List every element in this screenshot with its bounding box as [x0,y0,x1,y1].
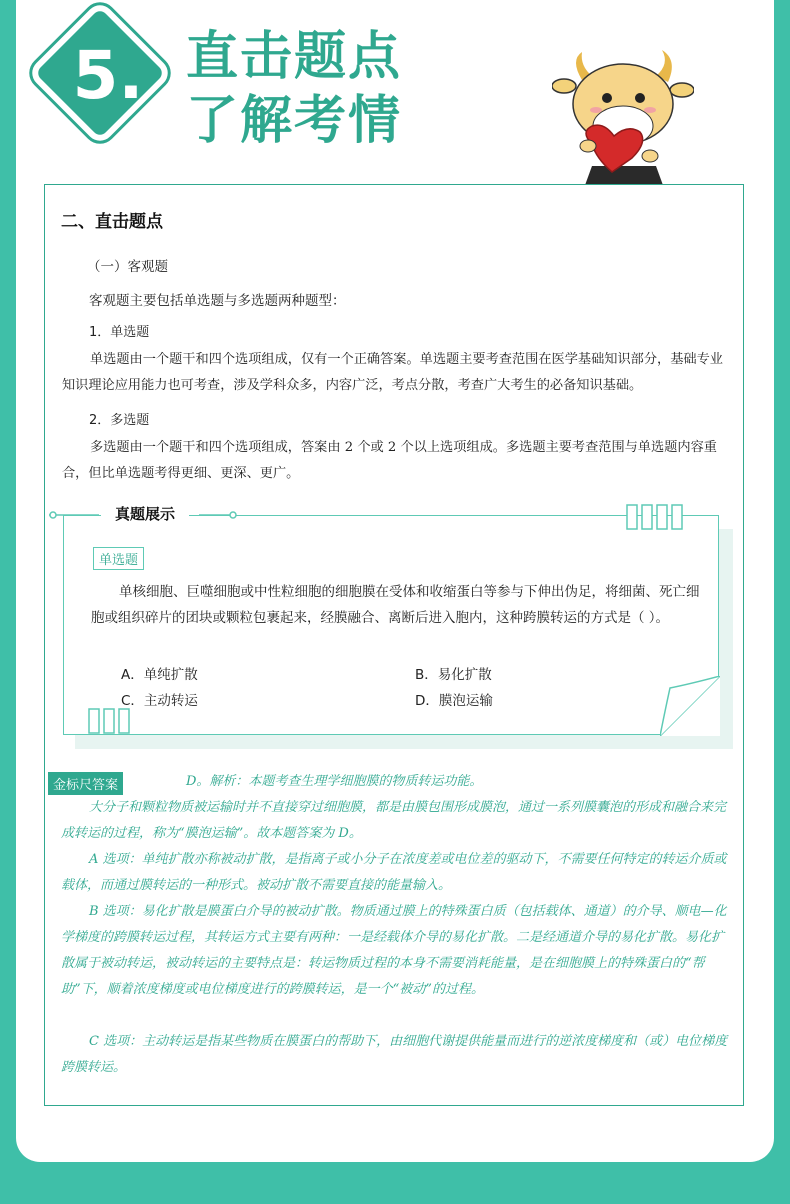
section-heading: 二、直击题点 [61,212,163,232]
cow-mascot-icon [552,46,694,188]
folded-corner-icon [660,676,720,736]
objective-intro: 客观题主要包括单选题与多选题两种题型： [89,293,346,309]
single-choice-label: 1．单选题 [89,325,150,340]
answer-paragraph-b: B 选项：易化扩散是膜蛋白介导的被动扩散。物质通过膜上的特殊蛋白质（包括载体、通道）的介导、顺电—化学梯度的跨膜转运过程，其转运方式主要有两种：一是经载体介导的易化扩散。二是经通道介导的易化扩散。易化扩散属于被动转运，被动转运的主要特点是：转运物质过程的本身不需要消耗能量，是在细胞膜上的特殊蛋白的“帮助”下，顺着浓度梯度或电位梯度进行的跨膜转运，是一个“被动”的过程。 [61,904,727,997]
answer-tag: 金标尺答案 [48,772,123,795]
header [0,0,790,190]
decor-bars-top-icon [625,503,687,531]
option-d: D．膜泡运输 [415,693,493,709]
answer-paragraph-1: 大分子和颗粒物质被运输时并不直接穿过细胞膜，都是由膜包围形成膜泡，通过一系列膜囊泡的形成和融合来完成转运的过程，称为“膜泡运输”。故本题答案为 D。 [61,800,727,841]
title-line-1: 直击题点 [186,27,403,87]
title-line-2: 了解考情 [186,91,403,151]
question-stem: 单核细胞、巨噬细胞或中性粒细胞的细胞膜在受体和收缩蛋白等参与下伸出伪足，将细菌、死亡细胞或组织碎片的团块或颗粒包裹起来，经膜融合、离断后进入胞内，这种跨膜转运的方式是（ ）。 [91,584,700,626]
exam-title: 真题展示 [115,505,176,523]
option-b: B．易化扩散 [415,667,492,683]
single-choice-text: 单选题由一个题干和四个选项组成，仅有一个正确答案。单选题主要考查范围在医学基础知识部分，基础专业知识理论应用能力也可考查，涉及学科众多，内容广泛，考点分散，考查广大考生的必备知识基础。 [62,352,723,393]
question-type-tag: 单选题 [93,547,144,570]
section-number: 5. [72,37,144,114]
option-c: C．主动转运 [121,693,198,709]
exam-example-box [61,499,733,749]
exam-title-wrap [101,503,189,524]
multi-choice-label: 2．多选题 [89,413,150,428]
title-line-right-icon [199,507,239,523]
answer-paragraph-a: A 选项：单纯扩散亦称被动扩散，是指离子或小分子在浓度差或电位差的驱动下，不需要任何特定的转运介质或载体，而通过膜转运的一种形式。被动扩散不需要直接的能量输入。 [61,852,727,893]
decor-bars-bottom-icon [87,707,135,735]
option-a: A．单纯扩散 [121,667,198,683]
objective-subheading: （一）客观题 [87,259,168,275]
multi-choice-text: 多选题由一个题干和四个选项组成，答案由 2 个或 2 个以上选项组成。多选题主要考查范围与单选题内容重合，但比单选题考得更细、更深、更广。 [62,440,717,481]
answer-line-1: D。解析：本题考查生理学细胞膜的物质转运功能。 [186,774,483,789]
answer-paragraph-c: C 选项：主动转运是指某些物质在膜蛋白的帮助下，由细胞代谢提供能量而进行的逆浓度梯度和（或）电位梯度跨膜转运。 [61,1034,728,1075]
